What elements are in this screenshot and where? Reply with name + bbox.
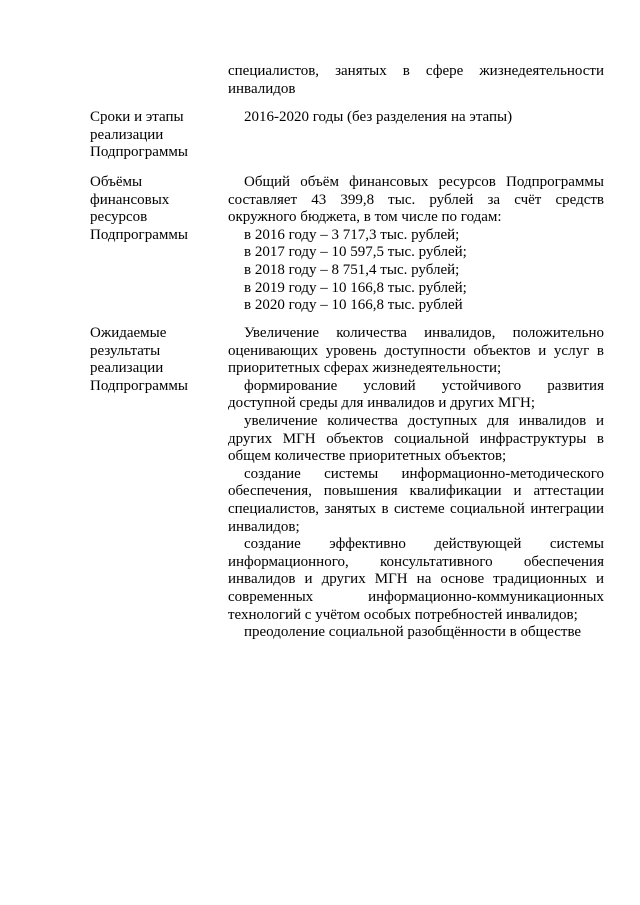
- content-line: оценивающих уровень доступности объектов и услуг в: [228, 342, 604, 359]
- content-line: инвалидов;: [228, 518, 300, 535]
- content-line: составляет 43 399,8 тыс. рублей за счёт средств: [228, 191, 604, 208]
- content-line: Общий объём финансовых ресурсов Подпрограммы: [244, 174, 604, 190]
- label-line: ресурсов: [90, 209, 148, 226]
- label-line: Объёмы: [90, 174, 143, 190]
- content-line: приоритетных сферах жизнедеятельности;: [228, 360, 502, 377]
- terms-content: [228, 109, 604, 127]
- content-line: современных информационно-коммуникационных: [228, 588, 604, 605]
- finance-year-line: в 2016 году – 3 717,3 тыс. рублей;: [244, 226, 460, 243]
- content-line: общем количестве приоритетных объектов;: [228, 448, 507, 465]
- content-line: создание системы информационно-методического: [244, 465, 604, 482]
- label-line: результаты: [90, 342, 161, 359]
- content-line: специалистов, занятых в системе социальной интеграции: [228, 500, 604, 517]
- content-line: доступной среды для инвалидов и других МГН;: [228, 395, 536, 412]
- continuation-content: [228, 63, 604, 98]
- content-line: специалистов, занятых в сфере жизнедеятельности: [228, 63, 604, 79]
- content-line: инвалидов: [228, 80, 296, 97]
- content-line: других МГН объектов социальной инфраструктуры в: [228, 430, 604, 447]
- finance-label: [90, 174, 210, 244]
- terms-text: 2016-2020 годы (без разделения на этапы): [244, 109, 513, 125]
- label-line: финансовых: [90, 191, 170, 208]
- content-line: Увеличение количества инвалидов, положительно: [244, 325, 604, 341]
- content-line: окружного бюджета, в том числе по годам:: [228, 209, 502, 226]
- label-line: Подпрограммы: [90, 226, 188, 243]
- content-line: преодоление социальной разобщённости в обществе: [244, 624, 582, 641]
- content-line: создание эффективно действующей системы: [244, 536, 604, 553]
- label-line: Подпрограммы: [90, 377, 188, 394]
- content-line: формирование условий устойчивого развития: [244, 377, 604, 394]
- terms-label: [90, 109, 210, 162]
- label-line: реализации: [90, 126, 164, 143]
- label-line: Подпрограммы: [90, 144, 188, 161]
- content-line: увеличение количества доступных для инвалидов и: [244, 412, 604, 429]
- content-line: инвалидов и других МГН на основе традиционных и: [228, 571, 604, 588]
- label-line: Ожидаемые: [90, 325, 167, 341]
- finance-content: [228, 174, 604, 315]
- content-line: обеспечения, повышения квалификации и аттестации: [228, 483, 604, 500]
- finance-year-line: в 2020 году – 10 166,8 тыс. рублей: [244, 297, 463, 314]
- results-content: [228, 325, 604, 642]
- label-line: реализации: [90, 360, 164, 377]
- finance-year-line: в 2019 году – 10 166,8 тыс. рублей;: [244, 279, 467, 296]
- content-line: технологий с учётом особых потребностей инвалидов;: [228, 606, 578, 623]
- results-label: [90, 325, 210, 395]
- label-line: Сроки и этапы: [90, 109, 184, 125]
- finance-year-line: в 2017 году – 10 597,5 тыс. рублей;: [244, 244, 467, 261]
- content-line: информационного, консультативного обеспечения: [228, 553, 604, 570]
- finance-year-line: в 2018 году – 8 751,4 тыс. рублей;: [244, 261, 460, 278]
